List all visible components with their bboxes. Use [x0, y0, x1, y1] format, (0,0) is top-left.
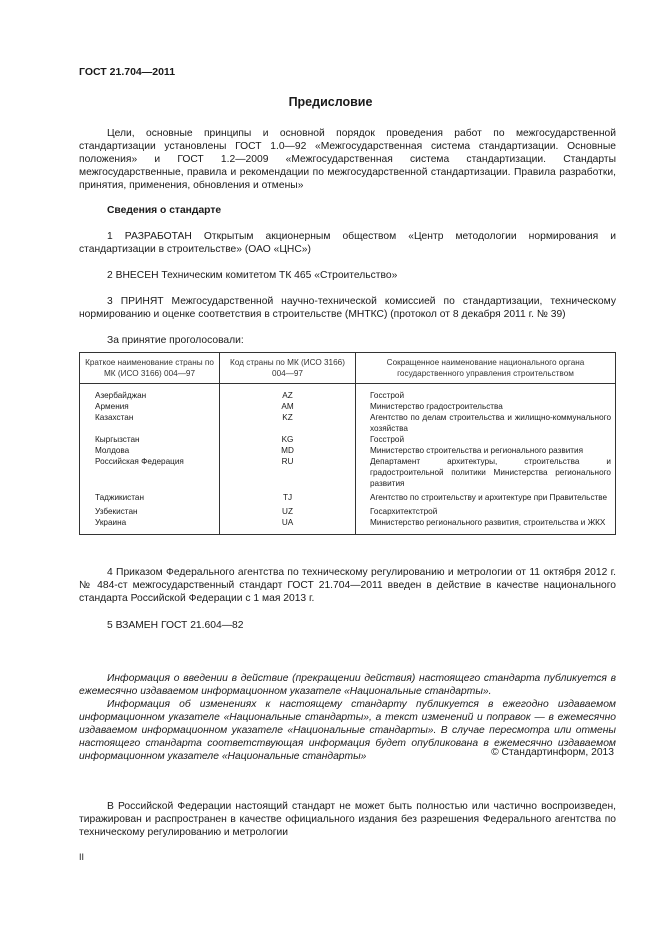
table-row: [80, 445, 616, 456]
country-cell: Азербайджан: [80, 384, 220, 402]
note-paragraph-1: [79, 672, 616, 698]
code-cell: UZ: [220, 503, 356, 517]
voted-label: [79, 334, 616, 347]
country-cell: Узбекистан: [80, 503, 220, 517]
country-cell: Кыргызстан: [80, 434, 220, 445]
code-cell: UA: [220, 517, 356, 535]
code-cell: KZ: [220, 412, 356, 434]
code-cell: AZ: [220, 384, 356, 402]
code-cell: AM: [220, 401, 356, 412]
item-replaces: [79, 619, 616, 632]
table-row: [80, 412, 616, 434]
note-2-text: Информация об изменениях к настоящему стандарту публикуется в ежегодно издаваемом информационном указателе «Национальные стандарты», а текст изменений и поправок — в ежемесячно издаваемом информационном указателе «Национальные стандарты». В случае пересмотра или отмены настоящего стандарта соответствующая информация будет опубликована в ежемесячно издаваемом информационном указателе «Национальные стандарты»: [79, 699, 616, 762]
column-header-code: Код страны по МК (ИСО 3166) 004—97: [220, 353, 356, 384]
authority-cell: Министерство градостроительства: [356, 401, 616, 412]
table-row: [80, 517, 616, 535]
column-header-authority: Сокращенное наименование национального органа государственного управления строительством: [356, 353, 616, 384]
authority-cell: Министерство регионального развития, строительства и ЖКХ: [356, 517, 616, 535]
page-title: Предисловие: [288, 95, 373, 109]
item-developed-text: 1 РАЗРАБОТАН Открытым акционерным обществом «Центр методологии нормирования и стандартизации в строительстве» (ОАО «ЦНС»): [79, 231, 616, 255]
item-order-text: 4 Приказом Федерального агентства по техническому регулированию и метрологии от 11 октября 2012 г. № 484-ст межгосударственный стандарт ГОСТ 21.704—2011 введен в действие в качестве национального стандарта Российской Федерации с 1 мая 2013 г.: [79, 567, 616, 604]
voting-table-header: [80, 353, 616, 384]
column-header-country: Краткое наименование страны по МК (ИСО 3166) 004—97: [80, 353, 220, 384]
item-replaces-text: 5 ВЗАМЕН ГОСТ 21.604—82: [107, 620, 244, 631]
table-row: [80, 434, 616, 445]
item-introduced-text: 2 ВНЕСЕН Техническим комитетом ТК 465 «Строительство»: [107, 270, 398, 281]
item-adopted-text: 3 ПРИНЯТ Межгосударственной научно-технической комиссией по стандартизации, техническому нормированию и оценке соответствия в строительстве (МНТКС) (протокол от 8 декабря 2011 г. № 39): [79, 296, 616, 320]
document-code: ГОСТ 21.704—2011: [79, 66, 176, 78]
authority-cell: Госстрой: [356, 434, 616, 445]
item-developed: [79, 230, 616, 256]
rights-text: В Российской Федерации настоящий стандарт не может быть полностью или частично воспроизведен, тиражирован и распространен в качестве официального издания без разрешения Федерального агентства по техническому регулированию и метрологии: [79, 801, 616, 838]
table-row: [80, 384, 616, 402]
country-cell: Украина: [80, 517, 220, 535]
authority-cell: Агентство по строительству и архитектуре при Правительстве: [356, 489, 616, 503]
authority-cell: Департамент архитектуры, строительства и градостроительной политики Министерства регионального развития: [356, 456, 616, 489]
table-row: [80, 401, 616, 412]
code-cell: RU: [220, 456, 356, 489]
item-introduced: [79, 269, 616, 282]
authority-cell: Агентство по делам строительства и жилищно-коммунального хозяйства: [356, 412, 616, 434]
country-cell: Российская Федерация: [80, 456, 220, 489]
table-row: [80, 503, 616, 517]
code-cell: TJ: [220, 489, 356, 503]
voting-table: [79, 352, 616, 535]
item-order: [79, 566, 616, 605]
country-cell: Таджикистан: [80, 489, 220, 503]
rights-paragraph: [79, 800, 616, 839]
copyright: © Стандартинформ, 2013: [491, 747, 614, 758]
voted-label-text: За принятие проголосовали:: [107, 335, 244, 346]
code-cell: KG: [220, 434, 356, 445]
intro-paragraph: [79, 127, 616, 192]
info-heading: Сведения о стандарте: [107, 205, 222, 216]
note-1-text: Информация о введении в действие (прекращении действия) настоящего стандарта публикуется в ежемесячно издаваемом информационном указателе «Национальные стандарты».: [79, 673, 616, 697]
page-number: II: [79, 852, 85, 862]
authority-cell: Министерство строительства и регионального развития: [356, 445, 616, 456]
authority-cell: Госстрой: [356, 384, 616, 402]
table-row: [80, 489, 616, 503]
country-cell: Молдова: [80, 445, 220, 456]
authority-cell: Госархитектстрой: [356, 503, 616, 517]
country-cell: Казахстан: [80, 412, 220, 434]
intro-text: Цели, основные принципы и основной порядок проведения работ по межгосударственной стандартизации установлены ГОСТ 1.0—92 «Межгосударственная система стандартизации. Основные положения» и ГОСТ 1.2—2009 «Межгосударственная система стандартизации. Стандарты межгосударственные, правила и рекомендации по межгосударственной стандартизации. Правила разработки, принятия, применения, обновления и отмены»: [79, 128, 616, 191]
table-row: [80, 456, 616, 489]
item-adopted: [79, 295, 616, 321]
code-cell: MD: [220, 445, 356, 456]
country-cell: Армения: [80, 401, 220, 412]
